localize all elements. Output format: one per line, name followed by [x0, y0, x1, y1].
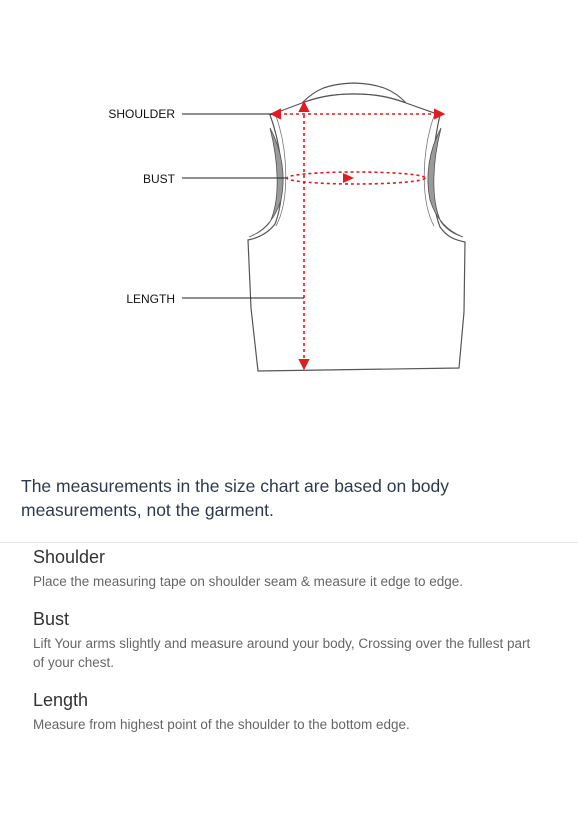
shoulder-section: [33, 546, 533, 591]
length-section: [33, 689, 533, 734]
shoulder-title: Shoulder: [33, 547, 106, 567]
bust-section: [33, 608, 533, 672]
shoulder-description: Place the measuring tape on shoulder seam & measure it edge to edge.: [33, 574, 464, 589]
garment-back-outline: [248, 83, 465, 371]
measurement-note: The measurements in the size chart are based on body measurements, not the garment.: [21, 476, 450, 520]
length-title: Length: [33, 690, 89, 710]
bust-description: Lift Your arms slightly and measure around your body, Crossing over the fullest part of your chest.: [33, 636, 531, 670]
bust-label: BUST: [142, 172, 175, 186]
shoulder-label: SHOULDER: [108, 107, 175, 121]
section-divider: [0, 542, 578, 543]
length-label: LENGTH: [126, 292, 175, 306]
length-description: Measure from highest point of the shoulder to the bottom edge.: [33, 717, 410, 732]
bust-title: Bust: [33, 609, 70, 629]
